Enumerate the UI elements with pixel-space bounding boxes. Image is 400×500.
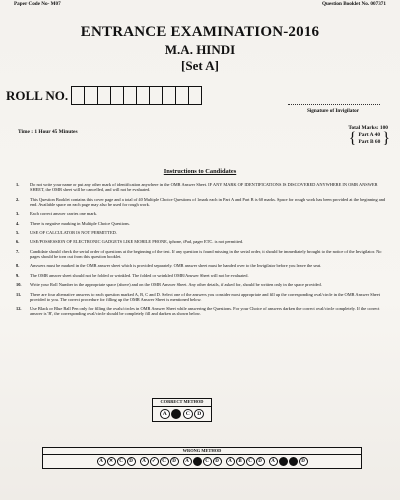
answer-bubble: A [140,457,149,466]
instruction-item [16,273,388,278]
answer-bubble: ✓ [150,457,159,466]
answer-bubble: A [226,457,235,466]
instruction-text: Answers must be marked in the OMR answer sheet which is provided separately. OMR answer sheet must be handed over to the Invigilator before you leave the seat. [30,263,322,269]
wrong-method-bubbles [43,455,361,468]
instruction-number: 10. [16,282,22,288]
instruction-text: USE OF CALCULATOR IS NOT PERMITTED. [30,229,117,235]
part-b-marks: Part B 60 [358,139,381,145]
instruction-text: Use Black or Blue Ball Pen only for filling the ovals/circles in OMR Answer Sheet while answering the Questions. For your Choice of answers darken the correct oval/circle completely. If the correct answer is 'B', the corresponding oval/circle should be completely fill and darken as shown below. [30,306,380,317]
wrong-method-example [140,457,179,466]
instruction-number: 8. [16,263,20,269]
correct-method-box [152,398,212,422]
wrong-method-example [226,457,265,466]
wrong-method-example [97,457,136,466]
instructions-list [16,182,388,321]
filled-bubble [193,457,202,466]
instruction-item [16,249,388,259]
instruction-text: There is negative marking in Multiple Choice Questions. [30,220,130,226]
exam-subject: M.A. HINDI [164,42,236,57]
answer-bubble: A [269,457,278,466]
instruction-number: 6. [16,239,20,245]
instruction-number: 9. [16,272,20,278]
instruction-number: 3. [16,211,20,217]
roll-number-digit-box[interactable] [84,86,98,105]
instruction-number: 11. [16,291,22,297]
booklet-number: Question Booklet No. 007371 [322,1,386,7]
instruction-number: 7. [16,248,20,254]
correct-method-heading: CORRECT METHOD [153,399,211,407]
instruction-item [16,221,388,226]
instruction-item [16,197,388,207]
roll-number-label: ROLL NO. [6,87,69,103]
right-brace: } [382,130,390,147]
instruction-item [16,263,388,268]
wrong-method-example [183,457,222,466]
roll-number-field [6,86,202,105]
roll-number-digit-box[interactable] [136,86,150,105]
invigilator-signature-line [288,104,380,105]
wrong-method-heading: WRONG METHOD [43,448,361,455]
instruction-text: There are four alternative answers to each question marked A, B, C and D. Select one of the answers you consider most appropriate and fill up the corresponding oval/circle in the OMR Answer Sheet provided to you. The correct procedure for filling up the OMR Answer Sheet is mentioned below. [30,291,380,302]
roll-number-digit-box[interactable] [188,86,202,105]
time-allowed: Time : 1 Hour 45 Minutes [18,129,78,135]
exam-set: [Set A] [181,58,219,73]
instruction-text: Do not write your name or put any other mark of identification anywhere in the OMR Answer Sheet. IF ANY MARK OF IDENTIFICATIONS IS DISCOVERED ANYWHERE IN OMR ANSWER SHEET, the OMR sheet will be cancelled, and will not be evaluated. [30,182,378,193]
answer-bubble: D [127,457,136,466]
answer-bubble: C [183,409,193,419]
instruction-text: USE/POSSESSION OF ELECTRONIC GADGETS LIKE MOBILE PHONE, iphone, iPad, pager ETC. is not permitted. [30,239,244,245]
answer-bubble: ✕ [107,457,116,466]
instruction-number: 4. [16,220,20,226]
paper-code: Paper Code No- M07 [14,1,61,7]
instruction-item [16,239,388,244]
roll-number-digit-box[interactable] [110,86,124,105]
instruction-number: 2. [16,196,20,202]
instruction-item [16,282,388,287]
answer-bubble: D [256,457,265,466]
roll-number-digit-box[interactable] [175,86,189,105]
instruction-item [16,182,388,192]
instruction-item [16,292,388,302]
top-header [0,0,400,10]
answer-bubble: D [194,409,204,419]
left-brace: { [348,130,357,147]
answer-bubble: C [117,457,126,466]
instruction-number: 1. [16,182,20,187]
roll-number-boxes[interactable] [72,86,202,105]
roll-number-digit-box[interactable] [97,86,111,105]
answer-bubble: A [160,409,170,419]
exam-title: ENTRANCE EXAMINATION-2016 [80,24,320,40]
wrong-method-box [42,447,362,469]
instruction-item [16,211,388,216]
roll-number-digit-box[interactable] [71,86,85,105]
instruction-text: The OMR answer sheet should not be folded or wrinkled. The folded or wrinkled OMR/Answer Sheet will not be evaluated. [30,272,249,278]
part-marks [300,132,390,146]
answer-bubble: D [213,457,222,466]
filled-bubble [279,457,288,466]
wrong-method-example [269,457,308,466]
instruction-text: Candidate should check the serial order of questions at the beginning of the test. If any question is found missing in the serial order, it should be immediately brought to the notice of the Invigilator. No pages should be torn out from this question booklet. [30,248,382,259]
invigilator-signature-label: Signature of Invigilator [306,108,360,114]
correct-method-bubbles [153,407,211,421]
answer-bubble: D [299,457,308,466]
answer-bubble: A [183,457,192,466]
instruction-number: 12. [16,306,22,312]
instruction-text: Write your Roll Number in the appropriate space (above) and on the OMR Answer Sheet. Any other details, if asked for, should be written only in the space provided. [30,282,322,288]
instruction-text: Each correct answer carries one mark. [30,211,98,217]
roll-number-digit-box[interactable] [123,86,137,105]
answer-bubble: A [97,457,106,466]
instruction-item [16,230,388,235]
instruction-text: This Question Booklet contains this cover page and a total of 40 Multiple Choice Questions of 1mark each in Part A and Part B is 60 marks. Space for rough work has been provided at the beginning and end. Available space on each page may also be used for rough work. [30,196,386,207]
filled-bubble [289,457,298,466]
part-a-marks: Part A 40 [358,132,381,138]
answer-bubble: C [246,457,255,466]
roll-number-digit-box[interactable] [162,86,176,105]
roll-number-digit-box[interactable] [149,86,163,105]
marks-block [300,125,390,146]
answer-bubble: D [170,457,179,466]
filled-bubble [171,409,181,419]
instruction-item [16,306,388,316]
answer-bubble: C [160,457,169,466]
total-marks: Total Marks: 100 [348,125,388,131]
instruction-number: 5. [16,229,20,235]
answer-bubble: B [236,457,245,466]
answer-bubble: C [203,457,212,466]
instructions-heading: Instructions to Candidates [163,168,237,175]
